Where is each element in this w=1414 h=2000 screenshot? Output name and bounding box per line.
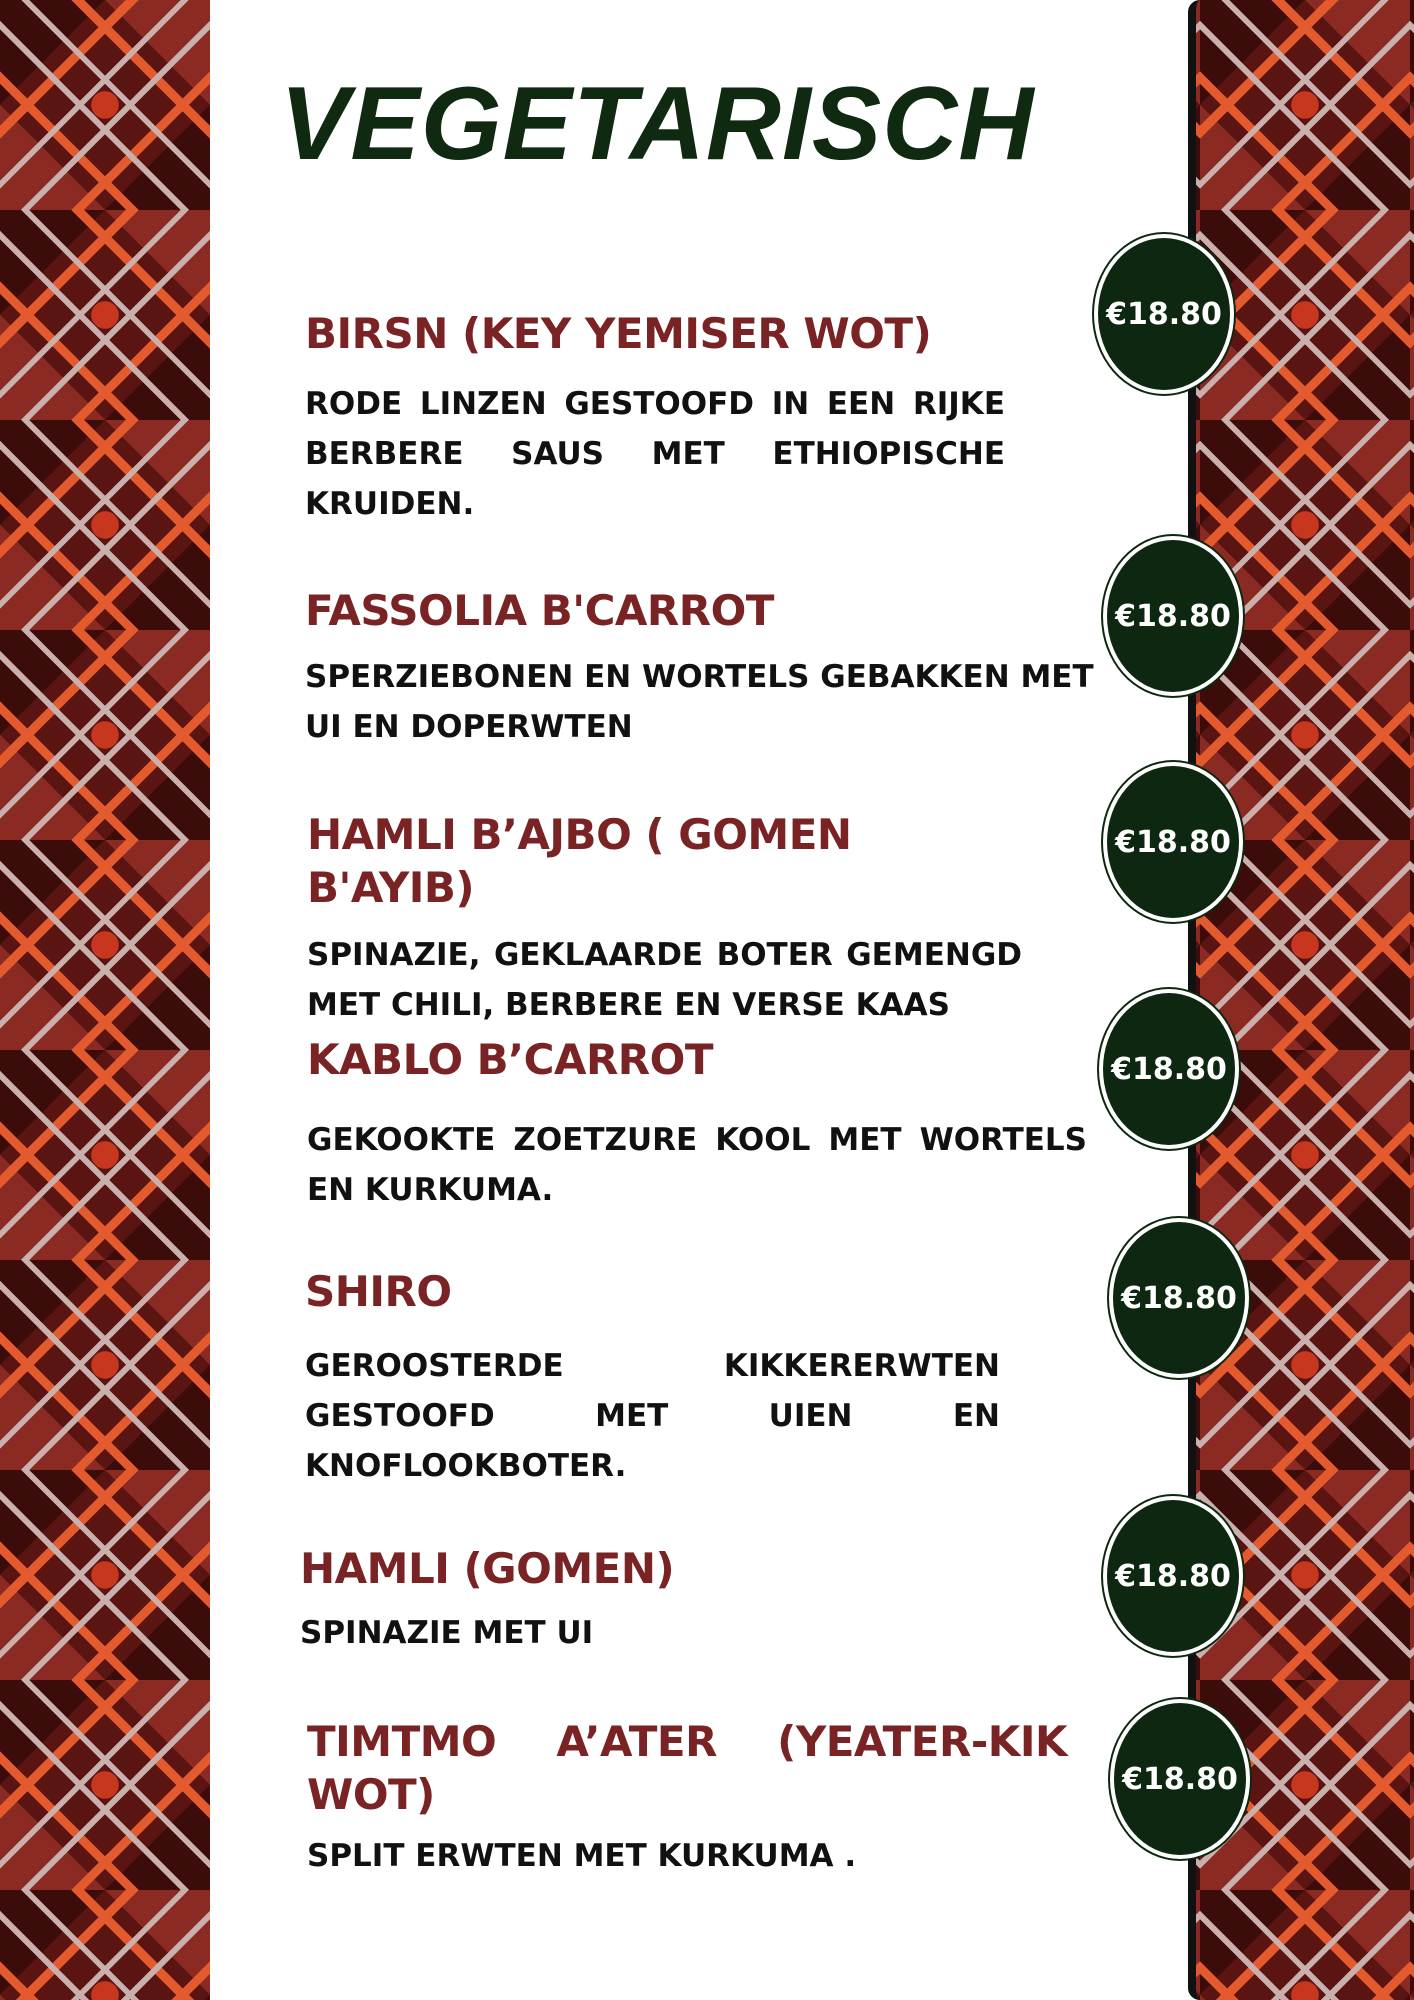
menu-item-name: BIRSN (KEY YEMISER WOT) xyxy=(305,309,932,358)
price-badge: €18.80 xyxy=(1099,989,1239,1149)
menu-item-name: SHIRO xyxy=(305,1267,452,1316)
menu-item xyxy=(307,809,1022,1030)
menu-item-name: TIMTMO A’ATER (YEATER-KIK WOT) xyxy=(307,1717,1067,1819)
menu-item-name: FASSOLIA B'CARROT xyxy=(305,586,774,635)
menu-item-name: KABLO B’CARROT xyxy=(307,1035,713,1084)
menu-item-description: SPERZIEBONEN EN WORTELS GEBAKKEN MET UI EN DOPERWTEN xyxy=(305,658,1094,745)
menu-item xyxy=(305,585,1095,752)
menu-item-description: GEROOSTERDE KIKKERERWTEN GESTOOFD MET UIEN EN KNOFLOOKBOTER. xyxy=(305,1347,1000,1484)
menu-item xyxy=(305,308,1005,529)
menu-item-description: GEKOOKTE ZOETZURE KOOL MET WORTELS EN KURKUMA. xyxy=(307,1121,1087,1208)
price-badge: €18.80 xyxy=(1110,1699,1250,1859)
menu-item-name: HAMLI B’AJBO ( GOMEN B'AYIB) xyxy=(307,810,852,912)
price-badge: €18.80 xyxy=(1103,762,1243,922)
menu-item-name: HAMLI (GOMEN) xyxy=(300,1544,675,1593)
menu-item-description: SPINAZIE MET UI xyxy=(300,1614,594,1651)
price-badge: €18.80 xyxy=(1109,1218,1249,1378)
price-badge: €18.80 xyxy=(1094,234,1234,394)
menu-item-description: SPLIT ERWTEN MET KURKUMA . xyxy=(307,1838,857,1874)
page-title: VEGETARISCH xyxy=(280,66,1035,182)
menu-item xyxy=(305,1266,1000,1491)
menu-item-description: RODE LINZEN GESTOOFD IN EEN RIJKE BERBERE SAUS MET ETHIOPISCHE KRUIDEN. xyxy=(305,385,1005,522)
price-badge: €18.80 xyxy=(1103,536,1243,696)
price-badge: €18.80 xyxy=(1103,1496,1243,1656)
menu-item xyxy=(307,1034,1087,1215)
menu-item-description: SPINAZIE, GEKLAARDE BOTER GEMENGD MET CHILI, BERBERE EN VERSE KAAS xyxy=(307,937,1022,1023)
menu-item xyxy=(300,1543,1000,1658)
decorative-border-left xyxy=(0,0,210,2000)
menu-item xyxy=(307,1716,1067,1881)
